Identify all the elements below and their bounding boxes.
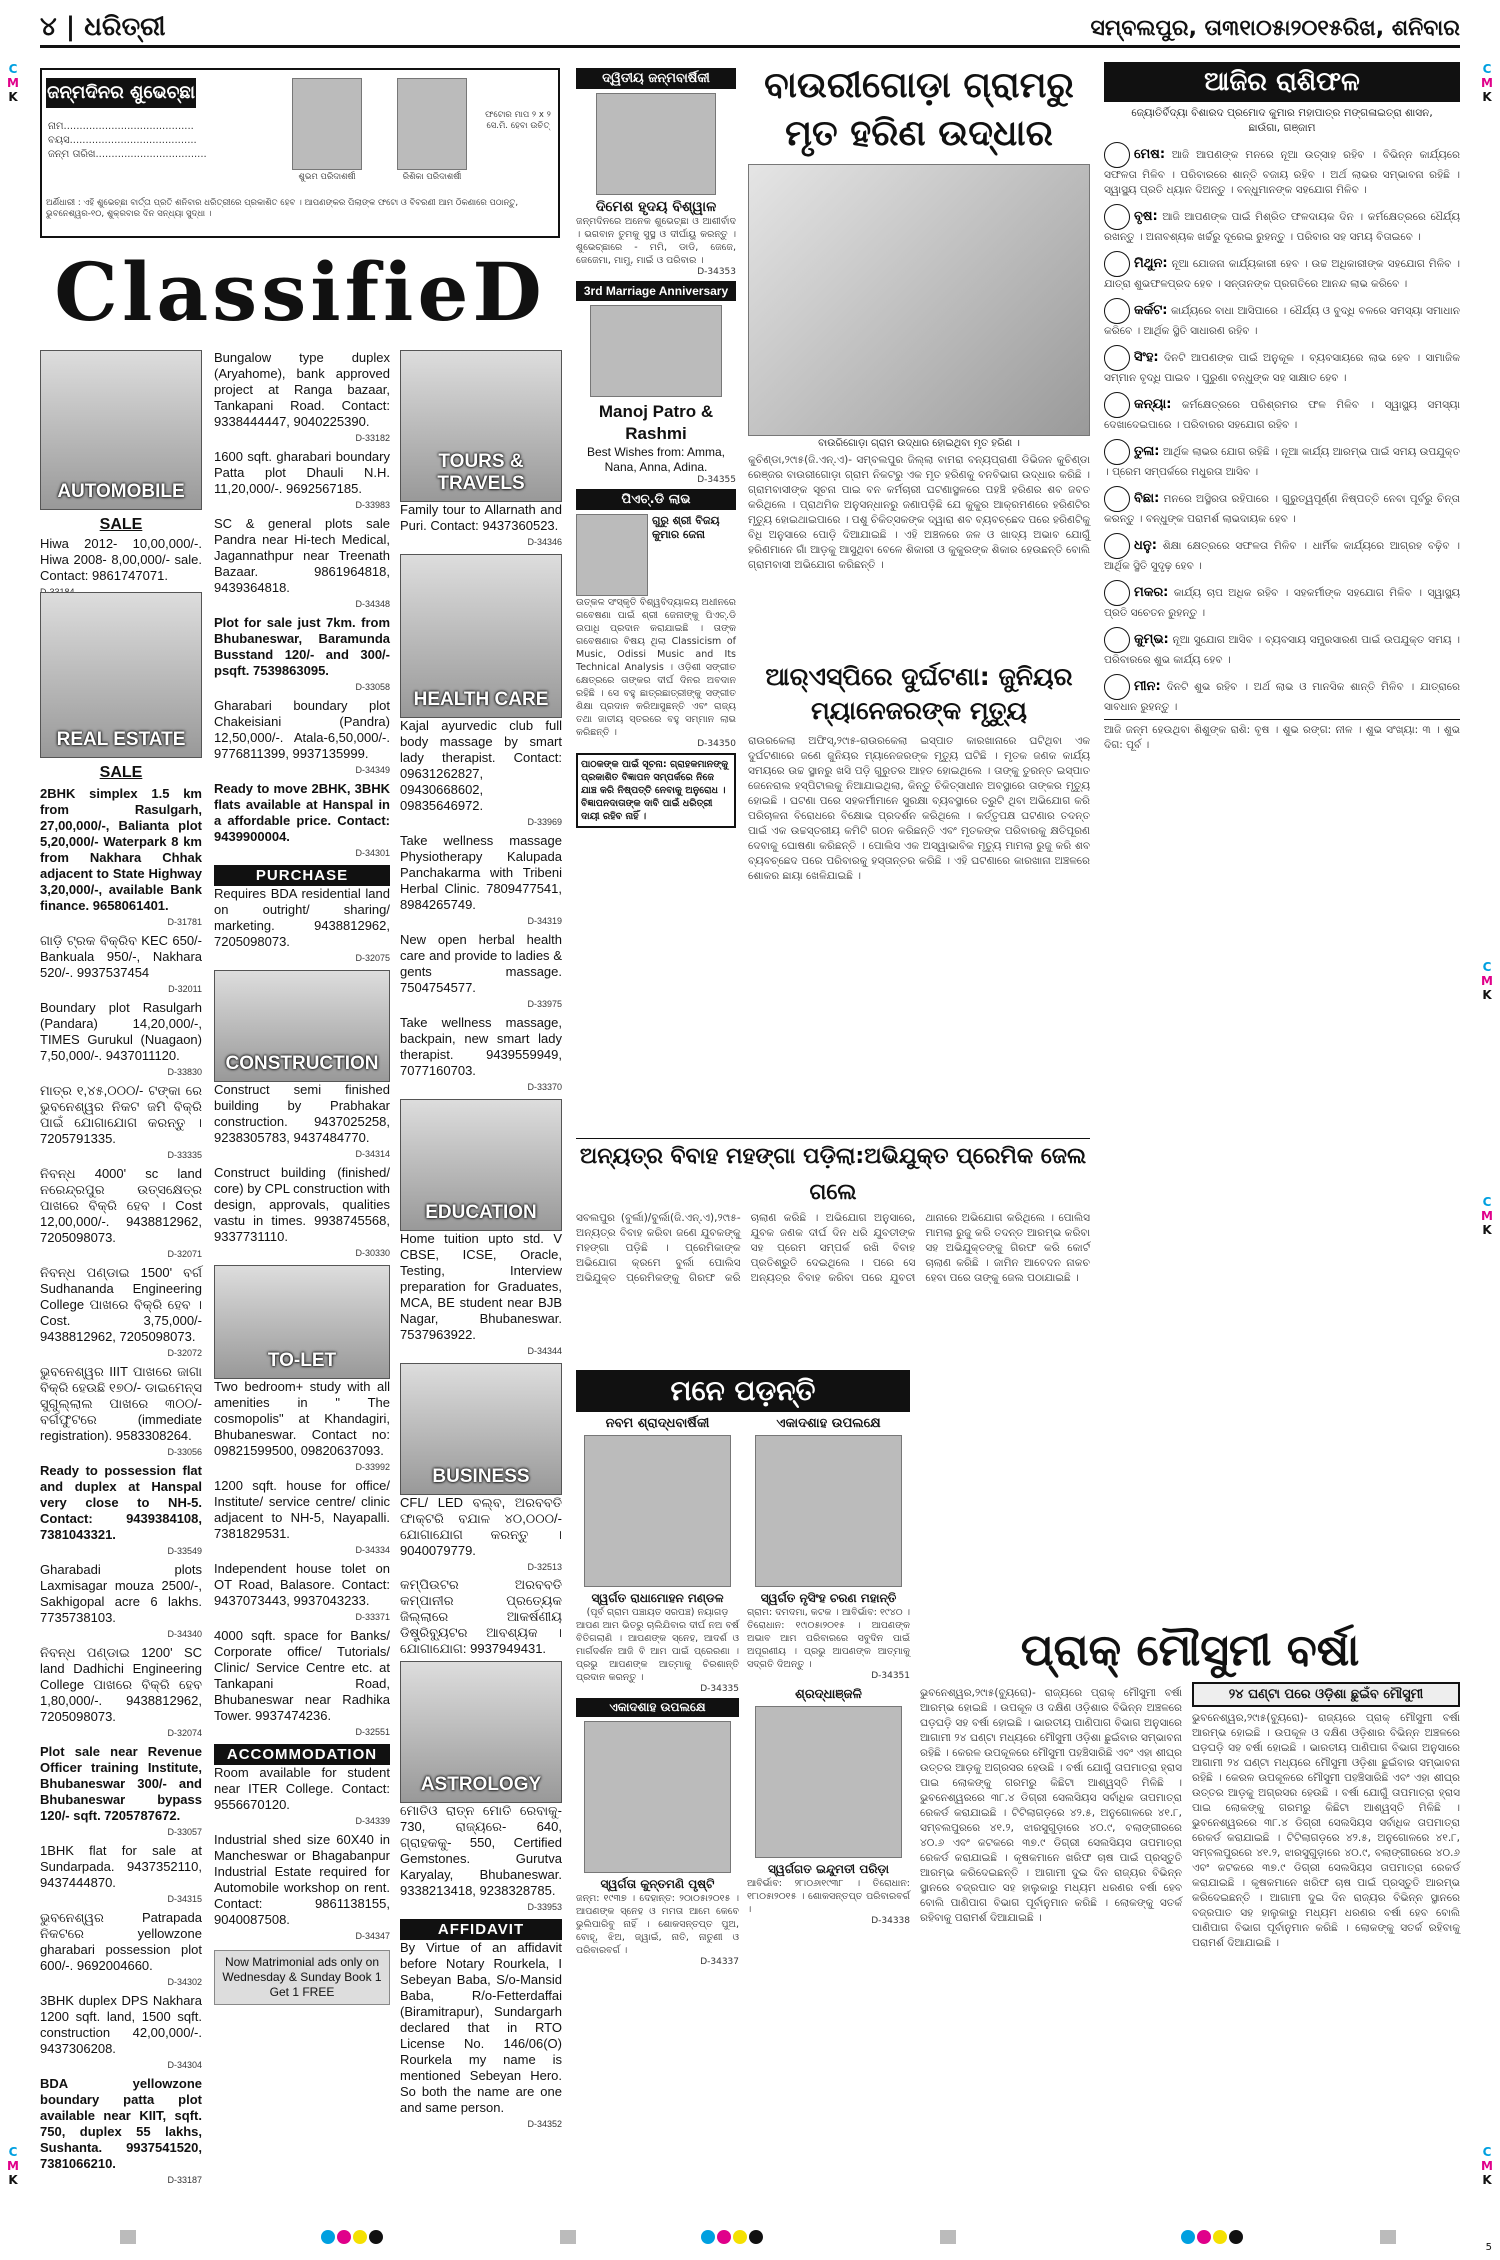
ad-code: D-33335 [167,1150,202,1160]
obit-left-code: D-34335 [700,1684,739,1694]
classified-ad [40,1166,202,1262]
horoscope-footer: ଆଜି ଜନ୍ମ ହେଉଥିବା ଶିଶୁଙ୍କ ରାଶି: ବୃଷ । ଶୁଭ ରଙ୍ଗ: ନୀଳ । ଶୁଭ ସଂଖ୍ୟା: ୩ । ଶୁଭ ଦିଗ: ପୂର୍ବ । [1104,719,1460,753]
ad-code: D-30330 [355,1248,390,1258]
sign-text: କାର୍ଯ୍ୟରେ ବାଧା ଆସିପାରେ । ଧୈର୍ଯ୍ୟ ଓ ବୁଦ୍ଧି ବଳରେ ସମସ୍ୟା ସମାଧାନ କରିବେ । ଆର୍ଥିକ ସ୍ଥିତି ସାଧାରଣ ରହିବ । [1104,305,1460,337]
classified-column-3 [400,350,562,2200]
sign-name: ମେଷ: [1134,147,1166,162]
classified-ad [40,1744,202,1840]
classified-ad [214,615,390,695]
obit-right2-head: ଶ୍ରଦ୍ଧାଞ୍ଜଳି [795,1687,862,1702]
baby-name: ଦିମେଶ ହୃଦୟ ବିଶ୍ୱାଳ [595,199,717,215]
ad-text: 4000 sqft. space for Banks/ Corporate office/ Tutorials/ Clinic/ Service Centre etc. at Tankapani Road, Bhubaneswar near Radhika Tower. 9937474236. [214,1628,390,1723]
ad-code: D-33057 [167,1827,202,1837]
accident-news [748,660,1090,1130]
ad-text: Gharabari boundary plot Chakeisiani (Pandra) 12,50,000/-. Atala-6,50,000/-. 9776811399, 9937135999. [214,698,390,761]
magenta-dot [337,2230,351,2244]
classified-ad [40,1083,202,1163]
obit-left-head: ନବମ ଶ୍ରାଦ୍ଧବାର୍ଷିକୀ [605,1416,710,1431]
purchase-heading: PURCHASE [214,865,390,886]
classified-ad [214,449,390,513]
ad-code: D-33187 [167,2175,202,2185]
ad-astrology: ମୋତିଓ ରାତ୍ନ ମୋତି ରେବାକୁ- 730, ରାଜ୍ୟରେ- 640, ଗ୍ରାହକକୁ- 550, Certified Gemstones. Gurutva Karyalay, Bhubaneswar. 9338213418, 9238328785. D-33953 [400,1803,562,1912]
occasions-column [576,68,736,1128]
ad-education: Home tuition upto std. V CBSE, ICSE, Oracle, Testing, Interview preparation for Graduates, MCA, BE student near BJB Nagar, Bhubaneswar. 7537963922. D-34344 [400,1231,562,1356]
cmk-mark-top-left: C M K [7,62,19,104]
education-banner: EDUCATION [400,1099,562,1231]
classified-ad [40,1265,202,1361]
ad-code: D-33983 [355,500,390,510]
obit-right2-name: ସ୍ୱର୍ଗଗତ ଇନ୍ଦୁମତୀ ପରିଡ଼ା [767,1862,890,1876]
sign-name: କର୍କଟ: [1134,303,1168,318]
classified-ad [400,932,562,1012]
page-number: ୪ | ଧରିତ୍ରୀ [40,12,166,42]
couple-wish: Best Wishes from: Amma, Nana, Anna, Adina. [586,445,726,474]
zodiac-icon [1104,142,1130,168]
reader-notice: ପାଠକଙ୍କ ପାଇଁ ସୂଚନା: ଗ୍ରାହକମାନଙ୍କୁ ପ୍ରକାଶିତ ବିଜ୍ଞାପନ ସମ୍ପର୍କରେ ନିଜେ ଯାଞ୍ଚ କରି ନିଷ୍ପତ୍ତି ନେବାକୁ ଅନୁରୋଧ । ବିଜ୍ଞାପନଦାତାଙ୍କ ଦାବି ପାଇଁ ଧରିତ୍ରୀ ଦାୟୀ ରହିବ ନାହିଁ । [576,753,736,828]
obit-left-photo [584,1435,731,1587]
ad-text: Kajal ayurvedic club full body massage by smart lady therapist. Contact: 09631262827, 09430668602, 09835646972. [400,718,562,813]
sign-text: ମନରେ ଅସ୍ଥିରତା ରହିପାରେ । ଗୁରୁତ୍ୱପୂର୍ଣ୍ଣ ନିଷ୍ପତ୍ତି ନେବା ପୂର୍ବରୁ ଚିନ୍ତା କରନ୍ତୁ । ବନ୍ଧୁଙ୍କ ପରାମର୍ଶ ଲାଭଦାୟକ ହେବ । [1104,493,1460,525]
ad-text: Take wellness massage Physiotherapy Kalupada Panchakarma with Tribeni Herbal Clinic. 7809477541, 8984265749. [400,833,562,912]
re-ad-list [40,786,202,2191]
classified-ad [40,933,202,997]
couple-names: Manoj Patro & Rashmi [598,402,714,443]
ad-text: New open herbal health care and provide to ladies & gents massage. 7504754577. [400,932,562,995]
obit-right-photo [755,1435,902,1587]
classified-ad [40,1364,202,1460]
classified-ad [214,1765,390,1829]
sign-text: କାର୍ଯ୍ୟ ଚାପ ଅଧିକ ରହିବ । ସହକର୍ମୀଙ୍କ ସହଯୋଗ ମିଳିବ । ସ୍ୱାସ୍ଥ୍ୟ ପ୍ରତି ସଚେତନ ରୁହନ୍ତୁ । [1104,587,1460,619]
classified-ad [400,718,562,830]
horoscope-sign [1104,392,1460,433]
classified-ad [40,1910,202,1990]
ad-code: D-33992 [355,1462,390,1472]
deer-headline: ବାଉରୀଗୋଡ଼ା ଗ୍ରାମରୁ ମୃତ ହରିଣ ଉଦ୍ଧାର [764,65,1074,154]
obit-right2-text: ଆବିର୍ଭାବ: ୨୮ା୦୬ା୧୯୩୮ । ତିରୋଧାନ: ୧୮ା୦୫ା୨୦୧୫ । ଶୋକସନ୍ତପ୍ତ ପରିବାରବର୍ଗ । [747,1878,910,1915]
obituary-grid [576,1416,910,1967]
anniversary-heading: ଦ୍ୱିତୀୟ ଜନ୍ମବାର୍ଷିକୀ [576,68,736,89]
yellow-dot [353,2230,367,2244]
classified-ad [40,1993,202,2073]
ad-text: ନିବନ୍ଧ 4000' sc land ନରେନ୍ଦ୍ରପୁର ଉତ୍ସକ୍ଷେତ୍ର ପାଖରେ ବିକ୍ରି ହେବ । Cost 12,00,000/-. 9438812962, 7205098073. [40,1166,202,1245]
classified-ad [40,2076,202,2188]
phd-code: D-34350 [697,739,736,749]
classified-ad [214,1165,390,1261]
zodiac-icon [1104,674,1130,700]
horoscope-sign [1104,298,1460,339]
tours-banner: TOURS & TRAVELS [400,350,562,502]
zodiac-icon [1104,345,1130,371]
obit-left-text: ଆପଣ ଆମ ଭିତରୁ ଚାଲିଯିବାର ଦୀର୍ଘ ନଅ ବର୍ଷ ବିତିଗଲାଣି । ଆପଣଙ୍କ ସ୍ନେହ, ଆଦର୍ଶ ଓ ମାର୍ଗଦର୍ଶନ ଆଜି ବି ଆମ ପାଇଁ ପ୍ରେରଣା । ପ୍ରଭୁ ଆପଣଙ୍କ ଆତ୍ମାକୁ ଚିରଶାନ୍ତି ପ୍ରଦାନ କରନ୍ତୁ । [576,1620,739,1683]
birthday-title: ଜନ୍ମଦିନର ଶୁଭେଚ୍ଛା [46,78,196,108]
obit-left2-text: ଜନ୍ମ: ୧୯୩୭ । ଦେହାନ୍ତ: ୨୦ା୦୫ା୨୦୧୫ । ଆପଣଙ୍କ ସ୍ନେହ ଓ ମମତା ଆମେ କେବେ ଭୁଲିପାରିବୁ ନାହିଁ । ଶୋକସନ୍ତପ୍ତ ପୁଅ, ବୋହୂ, ଝିଅ, ଜ୍ୱାଇଁ, ନାତି, ନାତୁଣୀ ଓ ପରିବାରବର୍ଗ । [576,1893,739,1956]
construction-banner: CONSTRUCTION [214,970,390,1082]
zodiac-icon [1104,298,1130,324]
horoscope-sign [1104,486,1460,527]
sign-name: ମକର: [1134,585,1169,600]
business-banner: BUSINESS [400,1363,562,1495]
matrimonial-note: Now Matrimonial ads only on Wednesday & Sunday Book 1 Get 1 FREE [214,1950,390,2005]
ad-code: D-34315 [167,1894,202,1904]
birthday-note: ଅର୍ଣିଧାରୀ : ଏହି ଶୁଭେଚ୍ଛା ବାର୍ତ୍ତା ପ୍ରତି ଶନିବାର ଧରିତ୍ରୀରେ ପ୍ରକାଶିତ ହେବ । ଆପଣଙ୍କର ପିଲାଙ୍କ ଫଟୋ ଓ ବିବରଣୀ ଆମ ଠିକଣାରେ ପଠାନ୍ତୁ, ଭୁବନେଶ୍ୱର-୧୦, ଶୁକ୍ରବାର ଦିନ ସନ୍ଧ୍ୟା ସୁଦ୍ଧା । [46,198,519,219]
zodiac-icon [1104,204,1130,230]
baby-code: D-34353 [697,267,736,277]
re-ads-col2 [214,350,390,861]
ad-text: Gharabadi plots Laxmisagar mouza 2500/-, Sakhigopal acre 6 lakhs. 7735738103. [40,1562,202,1625]
obit-left2-name: ସ୍ୱର୍ଗତା କୁନ୍ତମଣି ପୃଷ୍ଟି [600,1877,715,1891]
ad-text: Plot for sale just 7km. from Bhubaneswar, Baramunda Busstand 120/- and 300/- psqft. 7539863095. [214,615,390,678]
ad-code: D-33182 [355,433,390,443]
ad-code: D-34349 [355,765,390,775]
obit-left2-photo [584,1721,731,1873]
ad-code: D-33370 [527,1082,562,1092]
horoscope-sign [1104,580,1460,621]
classified-ad [214,1832,390,1944]
zodiac-icon [1104,392,1130,418]
ad-affidavit: By Virtue of an affidavit before Notary Rourkela, I Sebeyan Baba, S/o-Mansid Baba, R/o-Fetterdaffai (Biramitrapur), Sundargarh declared that in RTO License No. 146/06(O) Rourkela my name is mentioned Sebeyan Hero. So both the name are one and same person. D-34352 [400,1940,562,2129]
obit-right2-code: D-34338 [871,1916,910,1926]
phd-name: ଗୁରୁ ଶ୍ରୀ ବିଜୟ କୁମାର ଜେନା [652,514,720,541]
monsoon-news [920,1620,1460,2200]
monsoon-body-right: ଭୁବନେଶ୍ୱର,୨୯ା୫(ବ୍ୟୁରୋ)- ରାଜ୍ୟରେ ପ୍ରାକ୍ ମୌସୁମୀ ବର୍ଷା ଆରମ୍ଭ ହୋଇଛି । ଉପକୂଳ ଓ ଦକ୍ଷିଣ ଓଡ଼ିଶାର ବିଭିନ୍ନ ଅଞ୍ଚଳରେ ଘଡ଼ଘଡ଼ି ସହ ବର୍ଷା ହୋଇଛି । ଭାରତୀୟ ପାଣିପାଗ ବିଭାଗ ଅନୁସାରେ ଆଗାମୀ ୨୪ ଘଣ୍ଟା ମଧ୍ୟରେ ମୌସୁମୀ ଓଡ଼ିଶା ଛୁଇଁବାର ସମ୍ଭାବନା ରହିଛି । କେରଳ ଉପକୂଳରେ ମୌସୁମୀ ପହଞ୍ଚିସାରିଛି ଏବଂ ଏହା ଶୀଘ୍ର ଉତ୍ତର ଆଡ଼କୁ ଅଗ୍ରସର ହେଉଛି । ବର୍ଷା ଯୋଗୁଁ ତାପମାତ୍ରା ହ୍ରାସ ପାଇ ଲୋକଙ୍କୁ ଗରମରୁ କିଛିଟା ଆଶ୍ୱସ୍ତି ମିଳିଛି । ଭୁବନେଶ୍ୱରରେ ୩୮.୪ ଡିଗ୍ରୀ ସେଲସିୟସ ସର୍ବାଧିକ ତାପମାତ୍ରା ରେକର୍ଡ କରାଯାଇଛି । ଟିଟିଲାଗଡ଼ରେ ୪୨.୫, ଅନୁଗୋଳରେ ୪୧.୮, ସମ୍ବଲପୁରରେ ୪୧.୨, ଝାରସୁଗୁଡ଼ାରେ ୪୦.୯, ବଲାଙ୍ଗୀରରେ ୪୦.୬ ଏବଂ କଟକରେ ୩୭.୯ ଡିଗ୍ରୀ ସେଲସିୟସ ତାପମାତ୍ରା ରେକର୍ଡ କରାଯାଇଛି । କୃଷକମାନେ ଖରିଫ ଚାଷ ପାଇଁ ପ୍ରସ୍ତୁତି ଆରମ୍ଭ କରିଦେଇଛନ୍ତି । ଆଗାମୀ ଦୁଇ ଦିନ ରାଜ୍ୟର ବିଭିନ୍ନ ସ୍ଥାନରେ ବଜ୍ରପାତ ସହ ହାଲୁକାରୁ ମଧ୍ୟମ ଧରଣର ବର୍ଷା ହେବ ବୋଲି ପାଣିପାଗ ବିଭାଗ ପୂର୍ବାନୁମାନ କରିଛି । ଲୋକଙ୍କୁ ସତର୍କ ରହିବାକୁ ପରାମର୍ଶ ଦିଆଯାଇଛି । [1192,1712,1460,1949]
ad-business-2: କମ୍ପିଉଟର ଅରବବତି କମ୍ପାନୀର ପ୍ରତ୍ୟେକ ଜିଲ୍ଲାରେ ଆକର୍ଷଣୀୟ ଡିଷ୍ଟ୍ରିବ୍ୟୁଟର ଆବଶ୍ୟକ । ଯୋଗାଯୋଗ: 9937949431. [400,1577,562,1656]
horoscope-sign [1104,251,1460,292]
phd-text: ଉତ୍କଳ ସଂସ୍କୃତି ବିଶ୍ୱବିଦ୍ୟାଳୟ ଅଧୀନରେ ଗବେଷଣା ପାଇଁ ଶ୍ରୀ ଜେନାଙ୍କୁ ପିଏଚ୍.ଡି ଉପାଧି ପ୍ରଦାନ କରାଯାଇଛି । ତାଙ୍କ ଗବେଷଣାର ବିଷୟ ଥିଲା Classicism of Music, Odissi Music and Its Technical Analysis । ଓଡ଼ିଶୀ ସଙ୍ଗୀତ କ୍ଷେତ୍ରରେ ତାଙ୍କର ଦୀର୍ଘ ଦିନର ଅବଦାନ ରହିଛି । ସେ ବହୁ ଛାତ୍ରଛାତ୍ରୀଙ୍କୁ ସଙ୍ଗୀତ ଶିକ୍ଷା ପ୍ରଦାନ କରିଆସୁଛନ୍ତି ଏବଂ ରାଜ୍ୟ ତଥା ଜାତୀୟ ସ୍ତରରେ ବହୁ ସମ୍ମାନ ଲାଭ କରିଛନ୍ତି । [576,597,736,738]
obit-right2-photo [755,1706,902,1858]
ad-text: ଗାଡ଼ି ଟ୍ରକ ବିକ୍ରିବ KEC 650/- Bankuala 950/-, Nakhara 520/-. 9937537454 [40,933,202,980]
classified-ad [40,1645,202,1741]
classified-ad [214,1082,390,1162]
to-let-banner: TO-LET [214,1265,390,1379]
ad-text: ନିବନ୍ଧ ପଣ୍ଡାଇ 1500' ବର୍ଗ Sudhananda Engineering College ପାଖରେ ବିକ୍ରି ହେବ । Cost. 3,75,000/- 9438812962, 7205098073. [40,1265,202,1344]
magenta-dot [1197,2230,1211,2244]
cyan-dot [1181,2230,1195,2244]
horoscope-sign [1104,439,1460,480]
obituary-left [576,1416,739,1967]
ad-code: D-33056 [167,1447,202,1457]
ad-code: D-34339 [355,1816,390,1826]
ad-text: Room available for student near ITER College. Contact: 9556670120. [214,1765,390,1812]
ad-code: D-34347 [355,1931,390,1941]
classified-ad [40,1562,202,1642]
classified-ad [214,781,390,861]
zodiac-icon [1104,580,1130,606]
classified-ad [400,1015,562,1095]
ad-purchase: Requires BDA residential land on outright/ sharing/ marketing. 9438812962, 7205098073. D-32075 [214,886,390,963]
masthead [40,8,1460,48]
page-footer-number: 5 [1485,2242,1492,2253]
ad-text: Construct building (finished/ core) by CPL construction with design, approvals, qualities vastu in times. 9938745568, 9337731110. [214,1165,390,1244]
ad-text: 1600 sqft. gharabari boundary Patta plot Dhauli N.H. 11,20,000/-. 9692567185. [214,449,390,496]
baby-wish: ଜନ୍ମଦିନରେ ଅନେକ ଶୁଭେଚ୍ଛା ଓ ଆଶୀର୍ବାଦ । ଭଗବାନ ତୁମକୁ ସୁସ୍ଥ ଓ ଦୀର୍ଘାୟୁ କରନ୍ତୁ । ଶୁଭେଚ୍ଛାରେ - ମମି, ଡାଡି, ଜେଜେ, ଜେଜେମା, ମାମୁ, ମାଇଁ ଓ ପରିବାର । [576,216,736,266]
ad-text: ଭୁବନେଶ୍ୱର Patrapada ନିକଟରେ yellowzone gharabari possession plot 600/-. 9692004660. [40,1910,202,1973]
obit-right-code: D-34351 [871,1671,910,1681]
sign-name: ବୃଷ: [1134,209,1158,224]
marriage-news [576,1138,1090,1368]
dateline: ସମ୍ବଲପୁର, ତା୩୧ା୦୫ା୨୦୧୫ରିଖ, ଶନିବାର [1090,16,1460,41]
ad-text: 3BHK duplex DPS Nakhara 1200 sqft. land, 1500 sqft. construction 42,00,000/-. 9437306208. [40,1993,202,2056]
ad-code: D-32074 [167,1728,202,1738]
sign-text: ଦିନଟି ଆପଣଙ୍କ ପାଇଁ ଅନୁକୂଳ । ବ୍ୟବସାୟରେ ଲାଭ ହେବ । ସାମାଜିକ ସମ୍ମାନ ବୃଦ୍ଧି ପାଇବ । ପୁରୁଣା ବନ୍ଧୁଙ୍କ ସହ ସାକ୍ଷାତ ହେବ । [1104,352,1460,384]
photo-size-note: ଫଟୋର ମାପ ୨ x ୨ ସେ.ମି. ହେବା ଉଚିତ୍ [485,110,551,131]
color-registration-bar [40,2222,1460,2246]
classified-ad [214,516,390,612]
sign-name: କନ୍ୟା: [1134,397,1172,412]
accident-body: ରାଉରକେଲା ଅଫିସ୍,୨୯ା୫-ରାଉରକେଲା ଇସ୍ପାତ କାରଖାନାରେ ଘଟିଥିବା ଏକ ଦୁର୍ଘଟଣାରେ ଜଣେ ଜୁନିୟର ମ୍ୟାନେଜରଙ୍କ ମୃତ୍ୟୁ ଘଟିଛି । ମୃତକ ଜଣକ କାର୍ଯ୍ୟ ସମୟରେ ଉଚ୍ଚ ସ୍ଥାନରୁ ଖସି ପଡ଼ି ଗୁରୁତର ଆହତ ହୋଇଥିଲେ । ତାଙ୍କୁ ତୁରନ୍ତ ଇସ୍ପାତ ଜେନେରାଲ ହସ୍ପିଟାଲକୁ ନିଆଯାଇଥିଲା, କିନ୍ତୁ ଚିକିତ୍ସାଧୀନ ଅବସ୍ଥାରେ ତାଙ୍କର ମୃତ୍ୟୁ ହୋଇଛି । ଘଟଣା ପରେ ସହକର୍ମୀମାନେ ସୁରକ୍ଷା ବ୍ୟବସ୍ଥାରେ ତ୍ରୁଟି ଥିବା ଅଭିଯୋଗ କରି ପରିଚାଳନା ବିରୋଧରେ ବିକ୍ଷୋଭ ପ୍ରଦର୍ଶନ କରିଥିଲେ । କର୍ତ୍ତୃପକ୍ଷ ଘଟଣାର ତଦନ୍ତ ପାଇଁ ଏକ ଉଚ୍ଚସ୍ତରୀୟ କମିଟି ଗଠନ କରିଛନ୍ତି ଏବଂ ମୃତକଙ୍କ ପରିବାରକୁ କ୍ଷତିପୂରଣ ଦେବାକୁ ଘୋଷଣା କରିଛନ୍ତି । ପୋଲିସ ଏକ ଅସ୍ୱାଭାବିକ ମୃତ୍ୟୁ ମାମଲା ରୁଜୁ କରି ଶବ ବ୍ୟବଚ୍ଛେଦ ପରେ ପରିବାରକୁ ହସ୍ତାନ୍ତର କରିଛି । ଏହି ଘଟଣାରେ କାରଖାନା ଅଞ୍ଚଳରେ ଶୋକର ଛାୟା ଖେଳିଯାଇଛି । [748,735,1090,882]
birthday-wishes-box [40,68,560,238]
baby-photo [596,93,716,195]
accommodation-heading: ACCOMMODATION [214,1744,390,1765]
ad-code: D-33058 [355,682,390,692]
sign-text: ଆଜି ଆପଣଙ୍କ ପାଇଁ ମିଶ୍ରିତ ଫଳଦାୟକ ଦିନ । କର୍ମକ୍ଷେତ୍ରରେ ଧୈର୍ଯ୍ୟ ରଖନ୍ତୁ । ଅନାବଶ୍ୟକ ଖର୍ଚ୍ଚରୁ ଦୂରେଇ ରୁହନ୍ତୁ । ପରିବାର ସହ ସମୟ ବିତାଇବେ । [1104,211,1460,243]
horoscope-sign [1104,533,1460,574]
kid-photo-1 [292,78,362,170]
ad-code: D-33830 [167,1067,202,1077]
health-banner: HEALTH CARE [400,554,562,718]
obit-left2-head: ଏକାଦଶାହ ଉପଲକ୍ଷେ [576,1698,739,1717]
classified-ad [214,350,390,446]
horoscope-sign [1104,345,1460,386]
classified-ad [40,1843,202,1907]
ad-text: Industrial shed size 60X40 in Mancheswar or Bhagabanpur Industrial Estate required for Automobile workshop on rent. Contact: 9861138155, 9040087508. [214,1832,390,1927]
cmk-mark-lower-right: C M K [1481,1195,1493,1237]
obituary-section [576,1370,910,2200]
deer-photo [748,164,1090,436]
ad-text: Two bedroom+ study with all amenities in " The cosmopolis" at Khandagiri, Bhubaneswar. Contact no: 09821599500, 09820637093. [214,1379,390,1458]
ad-code: D-34319 [527,916,562,926]
cmk-mark-top-right: C M K [1481,62,1493,104]
ad-text: Ready to possession flat and duplex at Hanspal very close to NH-5. Contact: 9439384108, 7381043321. [40,1463,202,1542]
horoscope-title: ଆଜିର ରାଶିଫଳ [1104,62,1460,102]
ad-code: D-32072 [167,1348,202,1358]
monsoon-headline: ପ୍ରାକ୍ ମୌସୁମୀ ବର୍ଷା [1020,1625,1360,1676]
ad-text: Ready to move 2BHK, 3BHK flats available at Hanspal in a affordable price. Contact: 9439900004. [214,781,390,844]
accommodation-ads [214,1765,390,1944]
ad-tours: Family tour to Allarnath and Puri. Contact: 9437360523. D-34346 [400,502,562,547]
ad-text: ନିବନ୍ଧ ପଣ୍ଡାଇ 1200' SC land Dadhichi Engineering College ପାଖରେ ବିକ୍ରି ହେବ 1,80,000/-. 9438812962, 7205098073. [40,1645,202,1724]
ad-text: SC & general plots sale Pandra near Hi-tech Medical, Jagannathpur near Treenath Bazaar. 9861964818, 9439364818. [214,516,390,595]
monsoon-subhead: ୨୪ ଘଣ୍ଟା ପରେ ଓଡ଼ିଶା ଛୁଇଁବ ମୌସୁମୀ [1192,1682,1460,1707]
zodiac-icon [1104,439,1130,465]
sign-name: ମିଥୁନ: [1134,256,1168,271]
sign-text: କର୍ମକ୍ଷେତ୍ରରେ ପରିଶ୍ରମର ଫଳ ମିଳିବ । ସ୍ୱାସ୍ଥ୍ୟ ସମସ୍ୟା ଦେଖାଦେଇପାରେ । ପରିବାରର ସହଯୋଗ ରହିବ । [1104,399,1460,431]
ad-text: Independent house tolet on OT Road, Balasore. Contact: 9437073443, 9937043233. [214,1561,390,1608]
ad-text: BDA yellowzone boundary patta plot available near KIIT, sqft. 750, duplex 55 lakhs, Sushanta. 9937541520, 7381066210. [40,2076,202,2171]
ad-text: Bungalow type duplex (Aryahome), bank approved project at Ranga bazaar, Tankapani Road. Contact: 9338444447, 9040225390. [214,350,390,429]
ad-code: D-32071 [167,1249,202,1259]
classified-ad [214,1628,390,1740]
couple-photo [590,305,722,397]
to-let-ads [214,1379,390,1740]
affidavit-heading: AFFIDAVIT [400,1919,562,1940]
horoscope-sign [1104,674,1460,715]
ad-code: D-33371 [355,1612,390,1622]
yellow-dot [733,2230,747,2244]
sale-heading-auto: SALE [99,516,143,533]
ad-code: D-32551 [355,1727,390,1737]
obit-left2-code: D-34337 [700,1957,739,1967]
horoscope-byline: ଜ୍ୟୋତିର୍ବିଦ୍ୟା ବିଶାରଦ ପ୍ରମୋଦ କୁମାର ମହାପାତ୍ର ମଙ୍ଗଳାଇତ୍ରା ଶାସନ, ଛାଉଁଗା, ଗଞ୍ଜାମ [1131,107,1433,134]
cmk-mark-bottom-right: C M K [1481,2145,1493,2187]
obituary-title: ମନେ ପଡ଼ନ୍ତି [576,1370,910,1412]
ad-code: D-32011 [168,984,202,994]
deer-news [748,62,1090,702]
ad-code: D-34314 [355,1149,390,1159]
classified-column-2 [214,350,390,2200]
sign-name: ତୁଳା: [1134,444,1160,459]
sign-text: ଶିକ୍ଷା କ୍ଷେତ୍ରରେ ସଫଳତା ମିଳିବ । ଧାର୍ମିକ କାର୍ଯ୍ୟରେ ଆଗ୍ରହ ବଢ଼ିବ । ଆର୍ଥିକ ସ୍ଥିତି ସୁଦୃଢ଼ ହେବ । [1104,540,1460,572]
classified-logo: ClassifieD [54,245,546,339]
horoscope-sign [1104,142,1460,198]
zodiac-icon [1104,251,1130,277]
ad-code: D-34348 [355,599,390,609]
marriage-body: ସବଲପୁର (ବୁର୍ଲା)/ବୁର୍ଲା(ଜି.ଏନ୍.ଏ),୨୯ା୫-ଅନ୍ୟତ୍ର ବିବାହ କରିବା ଜଣେ ଯୁବକଙ୍କୁ ମହଙ୍ଗା ପଡ଼ିଛି । ପ୍ରେମିକାଙ୍କ ଅଭିଯୋଗ କ୍ରମେ ବୁର୍ଲା ପୋଲିସ ଅଭିଯୁକ୍ତ ପ୍ରେମିକଙ୍କୁ ଗିରଫ କରି ଚାଲାଣ କରିଛି । ଅଭିଯୋଗ ଅନୁସାରେ, ଯୁବକ ଜଣକ ଦୀର୍ଘ ଦିନ ଧରି ଯୁବତୀଙ୍କ ସହ ପ୍ରେମ ସମ୍ପର୍କ ରଖି ବିବାହ ପ୍ରତିଶ୍ରୁତି ଦେଇଥିଲେ । ପରେ ସେ ଅନ୍ୟତ୍ର ବିବାହ କରିବା ପରେ ଯୁବତୀ ଥାନାରେ ଅଭିଯୋଗ କରିଥିଲେ । ପୋଲିସ ମାମଲା ରୁଜୁ କରି ତଦନ୍ତ ଆରମ୍ଭ କରିବା ସହ ଅଭିଯୁକ୍ତଙ୍କୁ ଗିରଫ କରି କୋର୍ଟ ଚାଲାଣ କରିଛି । ଜାମିନ ଆବେଦନ ନାକଚ ହେବା ପରେ ତାଙ୍କୁ ଜେଲ ପଠାଯାଇଛି । [576,1212,1090,1284]
kid-photo-2 [397,78,467,170]
classified-ad [40,786,202,930]
magenta-dot [717,2230,731,2244]
obit-right-text: ଗ୍ରାମ: ଦମଦମା, କଟକ । ଆବିର୍ଭାବ: ୧୯୪୦ । ତିରୋଧାନ: ୧୯ା୦୫ା୨୦୧୫ । ଆପଣଙ୍କ ଅଭାବ ଆମ ପରିବାରରେ ସବୁଦିନ ପାଇଁ ଅପୂରଣୀୟ । ପ୍ରଭୁ ଆପଣଙ୍କ ଆତ୍ମାକୁ ସଦ୍‌ଗତି ଦିଅନ୍ତୁ । [747,1607,910,1670]
classified-ad [214,1561,390,1625]
horoscope-signs [1104,142,1460,715]
ad-text: Take wellness massage, backpain, new smart lady therapist. 9439559949, 7077160703. [400,1015,562,1078]
horoscope-sign [1104,627,1460,668]
kid-caption-1: ଶୁଭମ ପରିଦାଶର୍ଷୀ [298,172,356,182]
sign-text: ନୂଆ ସୁଯୋଗ ଆସିବ । ବ୍ୟବସାୟ ସମ୍ପ୍ରସାରଣ ପାଇଁ ଉପଯୁକ୍ତ ସମୟ । ପରିବାରରେ ଶୁଭ କାର୍ଯ୍ୟ ହେବ । [1104,634,1460,666]
sign-text: ଆର୍ଥିକ ଲାଭର ଯୋଗ ରହିଛି । ନୂଆ କାର୍ଯ୍ୟ ଆରମ୍ଭ ପାଇଁ ସମୟ ଉପଯୁକ୍ତ । ପ୍ରେମ ସମ୍ପର୍କରେ ମଧୁରତା ଆସିବ । [1104,446,1461,478]
ad-text: 2BHK simplex 1.5 km from Rasulgarh, 27,00,000/-, Balianta plot 5,20,000/- Waterpark 8 km from Nakhara Chhak adjacent to State Highway 3,20,000/-, available Bank finance. 9658061401. [40,786,202,913]
couple-code: D-34355 [697,475,736,485]
marriage-headline: ଅନ୍ୟତ୍ର ବିବାହ ମହଙ୍ଗା ପଡ଼ିଲା:ଅଭିଯୁକ୍ତ ପ୍ରେମିକ ଜେଲ ଗଲେ [579,1144,1087,1205]
classified-ad [214,1379,390,1475]
zodiac-icon [1104,486,1130,512]
sign-name: କୁମ୍ଭ: [1134,632,1169,647]
health-ads [400,718,562,1095]
obit-right-head: ଏକାଦଶାହ ଉପଲକ୍ଷେ [776,1416,881,1431]
sign-text: ଦିନଟି ଶୁଭ ରହିବ । ଅର୍ଥ ଲାଭ ଓ ମାନସିକ ଶାନ୍ତି ମିଳିବ । ଯାତ୍ରାରେ ସାବଧାନ ରୁହନ୍ତୁ । [1104,681,1460,713]
deer-caption: ବାଉରିଗୋଡ଼ା ଗ୍ରାମ ଉଦ୍ଧାର ହୋଇଥିବା ମୃତ ହରିଣ । [818,438,1020,449]
obituary-right [747,1416,910,1967]
sale-heading-re: SALE [99,764,143,781]
phd-heading: ପିଏଚ୍.ଡି ଲାଭ [576,489,736,510]
sign-name: ଧନୁ: [1134,538,1157,553]
classified-ad [40,1000,202,1080]
ad-business: CFL/ LED ବଲ୍ବ, ଅରବବତି ଫାକ୍ଟରି ବଯାଳ ୪୦,୦୦୦/- ଯୋଗାଯୋଗ କରନ୍ତୁ । 9040079779. D-32513 [400,1495,562,1572]
sign-text: ଆଜି ଆପଣଙ୍କ ମନରେ ନୂଆ ଉତ୍ସାହ ରହିବ । ବିଭିନ୍ନ କାର୍ଯ୍ୟରେ ସଫଳତା ମିଳିବ । ପରିବାରରେ ଶାନ୍ତି ବଜାୟ ରହିବ । ଅର୍ଥ ଲାଭର ସମ୍ଭାବନା ରହିଛି । ସ୍ୱାସ୍ଥ୍ୟ ପ୍ରତି ଧ୍ୟାନ ଦିଅନ୍ତୁ । ବନ୍ଧୁମାନଙ୍କ ସହଯୋଗ ମିଳିବ । [1104,149,1460,196]
zodiac-icon [1104,627,1130,653]
ad-text: 1BHK flat for sale at Sundarpada. 9437352110, 9437444870. [40,1843,202,1890]
cmk-mark-mid-right: C M K [1481,960,1493,1002]
cyan-dot [321,2230,335,2244]
black-dot [369,2230,383,2244]
classified-ad [400,833,562,929]
black-dot [749,2230,763,2244]
astrology-banner: ASTROLOGY [400,1661,562,1803]
ad-auto-sale: Hiwa 2012- 10,00,000/-. Hiwa 2008- 8,00,000/- sale. Contact: 9861747071. [40,536,202,583]
yellow-dot [1213,2230,1227,2244]
zodiac-icon [1104,533,1130,559]
ad-code: D-33975 [527,999,562,1009]
obit-right-name: ସ୍ୱର୍ଗତ ନୃସିଂହ ଚରଣ ମହାନ୍ତି [760,1591,897,1605]
ad-code: D-31781 [167,917,202,927]
ad-code: D-34302 [167,1977,202,1987]
obit-left-name: ସ୍ୱର୍ଗତ ରାଧାମୋହନ ମଣ୍ଡଳ [591,1591,724,1605]
cmk-mark-bottom-left: C M K [7,2145,19,2187]
obit-left-sub: (ପୂର୍ବ ଗ୍ରାମ ପଞ୍ଚାୟତ ସରପଞ୍ଚ) ନୟାଗଡ଼ [586,1607,729,1618]
ad-text: 1200 sqft. house for office/ Institute/ service centre/ clinic adjacent to NH-5, Nayapalli. 7381829531. [214,1478,390,1541]
ad-text: ମାତ୍ର ୧,୪୫,୦୦୦/- ଟଙ୍କା ରେ ଭୁବନେଶ୍ୱର ନିକଟ ଜମି ବିକ୍ରି ପାଇଁ ଯୋଗାଯୋଗ କରନ୍ତୁ । 7205791335. [40,1083,202,1146]
real-estate-banner: REAL ESTATE [40,592,202,758]
ad-code: D-34334 [355,1545,390,1555]
accident-headline: ଆର୍‌ଏସ୍‌ପିରେ ଦୁର୍ଘଟଣା: ଜୁନିୟର ମ୍ୟାନେଜରଙ୍କ ମୃତ୍ୟୁ [765,662,1073,725]
phd-photo [576,514,648,596]
ad-code: D-34304 [167,2060,202,2070]
ad-text: Boundary plot Rasulgarh (Pandara) 14,20,000/-, TIMES Gurukul (Nuagaon) 7,50,000/-. 9437011120. [40,1000,202,1063]
deer-body: କୁଚିଣ୍ଡା,୨୯ା୫(ଜି.ଏନ୍.ଏ)- ସମ୍ବଲପୁର ଜିଲ୍ଲା ବାମରା ବନ୍ୟପ୍ରାଣୀ ଡିଭିଜନ କୁଚିଣ୍ଡା ରେଞ୍ଜର ବାଉରୀଗୋଡ଼ା ଗ୍ରାମ ନିକଟରୁ ଏକ ମୃତ ହରିଣକୁ ବନବିଭାଗ ଉଦ୍ଧାର କରିଛି । ଗ୍ରାମବାସୀଙ୍କ ସୂଚନା ପାଇ ବନ କର୍ମଚାରୀ ଘଟଣାସ୍ଥଳରେ ପହଞ୍ଚି ହରିଣର ଶବ ଜବତ କରିଥିଲେ । ପ୍ରାଥମିକ ଅନୁସନ୍ଧାନରୁ ଜଣାପଡ଼ିଛି ଯେ କୁକୁର ଆକ୍ରମଣରେ ହରିଣଟିର ମୃତ୍ୟୁ ହୋଇଥାଇପାରେ । ପଶୁ ଚିକିତ୍ସକଙ୍କ ଦ୍ୱାରା ଶବ ବ୍ୟବଚ୍ଛେଦ ପରେ ହରିଣଟିକୁ ବିଧି ଅନୁସାରେ ପୋଡ଼ି ଦିଆଯାଇଛି । ଏହି ଅଞ୍ଚଳରେ ଜଳ ଓ ଖାଦ୍ୟ ଅଭାବ ଯୋଗୁଁ ହରିଣମାନେ ଗାଁ ଆଡ଼କୁ ଆସୁଥିବା ବେଳେ ଶିକାରୀ ଓ କୁକୁରଙ୍କ ଶିକାର ହେଉଛନ୍ତି ବୋଲି ଗ୍ରାମବାସୀ ଅଭିଯୋଗ କରିଛନ୍ତି । [748,454,1090,571]
automobile-banner: AUTOMOBILE [40,350,202,510]
sign-name: ମୀନ: [1134,679,1161,694]
ad-code: D-33969 [527,817,562,827]
horoscope-sign [1104,204,1460,245]
monsoon-right [1192,1682,1460,1951]
classified-ad [40,1463,202,1559]
ad-text: Plot sale near Revenue Officer training Institute, Bhubaneswar 300/- and Bhubaneswar bypass 120/- sqft. 7205787672. [40,1744,202,1823]
birthday-form: ନାମ......................................... ବୟସ........................................ ଜନ୍ମ ତାରିଖ................................... [48,121,207,160]
ad-text: Construct semi finished building by Prabhakar construction. 9437025258, 9238305783, 9437484770. [214,1082,390,1145]
ad-code: D-33549 [167,1546,202,1556]
phd-block [576,514,736,596]
kid-caption-2: ରିଶିକା ପରିଦାଶର୍ଷୀ [402,172,462,182]
monsoon-body-left: ଭୁବନେଶ୍ୱର,୨୯ା୫(ବ୍ୟୁରୋ)- ରାଜ୍ୟରେ ପ୍ରାକ୍ ମୌସୁମୀ ବର୍ଷା ଆରମ୍ଭ ହୋଇଛି । ଉପକୂଳ ଓ ଦକ୍ଷିଣ ଓଡ଼ିଶାର ବିଭିନ୍ନ ଅଞ୍ଚଳରେ ଘଡ଼ଘଡ଼ି ସହ ବର୍ଷା ହୋଇଛି । ଭାରତୀୟ ପାଣିପାଗ ବିଭାଗ ଅନୁସାରେ ଆଗାମୀ ୨୪ ଘଣ୍ଟା ମଧ୍ୟରେ ମୌସୁମୀ ଓଡ଼ିଶା ଛୁଇଁବାର ସମ୍ଭାବନା ରହିଛି । କେରଳ ଉପକୂଳରେ ମୌସୁମୀ ପହଞ୍ଚିସାରିଛି ଏବଂ ଏହା ଶୀଘ୍ର ଉତ୍ତର ଆଡ଼କୁ ଅଗ୍ରସର ହେଉଛି । ବର୍ଷା ଯୋଗୁଁ ତାପମାତ୍ରା ହ୍ରାସ ପାଇ ଲୋକଙ୍କୁ ଗରମରୁ କିଛିଟା ଆଶ୍ୱସ୍ତି ମିଳିଛି । ଭୁବନେଶ୍ୱରରେ ୩୮.୪ ଡିଗ୍ରୀ ସେଲସିୟସ ସର୍ବାଧିକ ତାପମାତ୍ରା ରେକର୍ଡ କରାଯାଇଛି । ଟିଟିଲାଗଡ଼ରେ ୪୨.୫, ଅନୁଗୋଳରେ ୪୧.୮, ସମ୍ବଲପୁରରେ ୪୧.୨, ଝାରସୁଗୁଡ଼ାରେ ୪୦.୯, ବଲାଙ୍ଗୀରରେ ୪୦.୬ ଏବଂ କଟକରେ ୩୭.୯ ଡିଗ୍ରୀ ସେଲସିୟସ ତାପମାତ୍ରା ରେକର୍ଡ କରାଯାଇଛି । କୃଷକମାନେ ଖରିଫ ଚାଷ ପାଇଁ ପ୍ରସ୍ତୁତି ଆରମ୍ଭ କରିଦେଇଛନ୍ତି । ଆଗାମୀ ଦୁଇ ଦିନ ରାଜ୍ୟର ବିଭିନ୍ନ ସ୍ଥାନରେ ବଜ୍ରପାତ ସହ ହାଲୁକାରୁ ମଧ୍ୟମ ଧରଣର ବର୍ଷା ହେବ ବୋଲି ପାଣିପାଗ ବିଭାଗ ପୂର୍ବାନୁମାନ କରିଛି । ଲୋକଙ୍କୁ ସତର୍କ ରହିବାକୁ ପରାମର୍ଶ ଦିଆଯାଇଛି । [920,1687,1182,1924]
classified-column-1 [40,350,202,2200]
ad-text: ଭୁବନେଶ୍ୱର IIIT ପାଖରେ ଜାଗା ବିକ୍ରି ହେଉଛି ୧୭୦/- ଡାଇମେନ୍ସ ସୁଗୁଲ୍ଲାଲ ପାଖରେ ୩୦୦/- ବର୍ଗଫୁଟରେ (immediate registration). 9583308264. [40,1364,202,1443]
sign-name: ସିଂହ: [1134,350,1159,365]
ad-code: D-34340 [167,1629,202,1639]
marriage-anniv-heading: 3rd Marriage Anniversary [576,281,736,301]
sign-text: ନୂଆ ଯୋଜନା କାର୍ଯ୍ୟକାରୀ ହେବ । ଉଚ୍ଚ ଅଧିକାରୀଙ୍କ ସହଯୋଗ ମିଳିବ । ଯାତ୍ରା ଶୁଭଫଳପ୍ରଦ ହେବ । ସନ୍ତାନଙ୍କ ପ୍ରଗତିରେ ଆନନ୍ଦ ଲାଭ କରିବେ । [1104,258,1460,290]
construction-ads [214,1082,390,1261]
classified-ad [214,698,390,778]
classified-ad [214,1478,390,1558]
ad-code: D-34301 [355,848,390,858]
horoscope-section [1104,62,1460,1212]
cyan-dot [701,2230,715,2244]
black-dot [1229,2230,1243,2244]
sign-name: ବିଛା: [1134,491,1160,506]
